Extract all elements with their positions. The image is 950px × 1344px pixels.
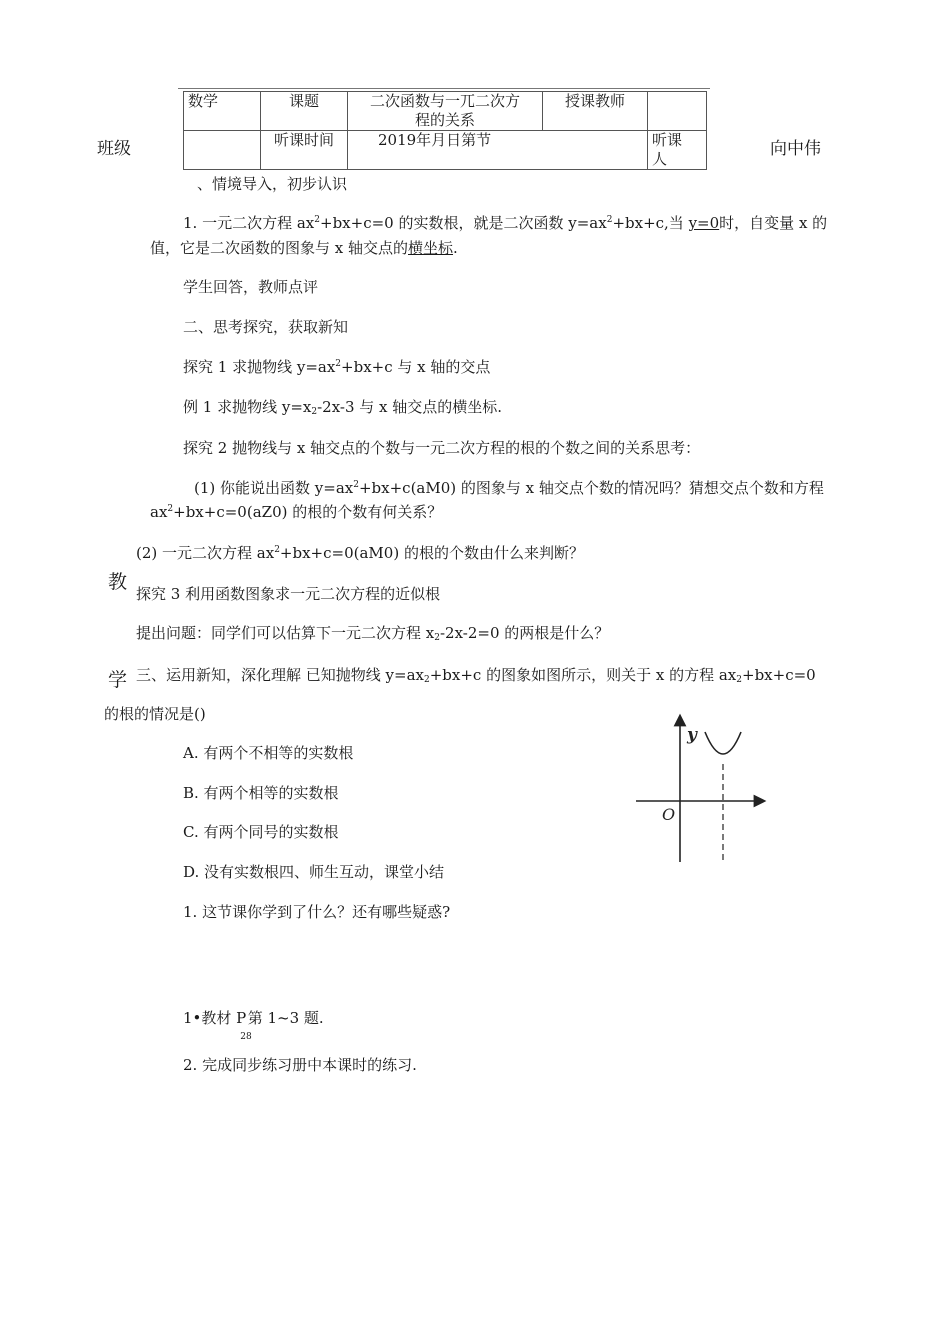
- section-2-title: 二、思考探究，获取新知: [183, 318, 349, 336]
- time-label-cell: [261, 131, 348, 170]
- origin-label: O: [662, 805, 676, 824]
- listener-line-1: 听课: [652, 131, 683, 149]
- header-top-rule: [178, 88, 710, 89]
- topic-cell: [348, 92, 543, 131]
- question-1-line-2: $ax^2+bx+c=0(aZ0)$ 的根的个数有何关系？: [150, 503, 443, 521]
- summary-1: 1. 这节课你学到了什么？还有哪些疑惑?: [183, 903, 451, 921]
- option-a: A. 有两个不相等的实数根: [183, 744, 354, 762]
- topic-label-text: 课题: [288, 92, 319, 110]
- section-1-title: 、情境导入，初步认识: [197, 175, 348, 193]
- time-value-cell: [348, 131, 648, 170]
- lesson-info-table: [183, 91, 707, 170]
- homework-1: 1•教材 $P_{28}$第 1~3 题.: [183, 1009, 324, 1042]
- teacher-label-text: 授课教师: [564, 92, 625, 110]
- explore-2: 探究 2 抛物线与 x 轴交点的个数与一元二次方程的根的个数之间的关系思考：: [183, 439, 701, 457]
- class-label: 班级: [97, 139, 131, 159]
- parabola-figure: [630, 712, 770, 868]
- time-label-text: 听课时间: [273, 131, 334, 149]
- y-axis-label: y: [687, 725, 697, 745]
- topic-label-cell: [261, 92, 348, 131]
- homework-2: 2. 完成同步练习册中本课时的练习.: [183, 1056, 417, 1074]
- option-d: D. 没有实数根四、师生互动，课堂小结: [183, 863, 445, 881]
- subject-text: 数学: [188, 92, 219, 110]
- paragraph-1-line-2: 值，它是二次函数的图象与 x 轴交点的横坐标.: [150, 239, 458, 257]
- empty-cell-1: [648, 92, 707, 131]
- question-1-line-1: (1) 你能说出函数 $y=ax^2+bx+c(aM0)$ 的图象与 x 轴交点个数的情况吗？猜想交点个数和方程: [194, 479, 824, 497]
- example-1: 例 1 求抛物线 $y=x_2-2x-3$ 与 x 轴交点的横坐标.: [183, 398, 503, 417]
- parabola-curve: [705, 732, 741, 754]
- question-2: (2) 一元二次方程 $ax^2+bx+c=0(aM0)$ 的根的个数由什么来判断？: [136, 544, 584, 562]
- explore-3: 探究 3 利用函数图象求一元二次方程的近似根: [136, 585, 441, 603]
- side-label-xue: 学: [108, 669, 128, 691]
- option-b: B. 有两个相等的实数根: [183, 784, 339, 802]
- section-3-line: 三、运用新知，深化理解 已知抛物线 $y=ax_2+bx+c$ 的图象如图所示，则关于 x 的方程 $ax_2+bx+c=0$: [136, 666, 816, 685]
- time-value-text: 2019年月日第节: [378, 131, 492, 149]
- explore-1: 探究 1 求抛物线 $y=ax^2+bx+c$ 与 x 轴的交点: [183, 358, 491, 376]
- listener-cell: [648, 131, 707, 170]
- option-c: C. 有两个同号的实数根: [183, 823, 339, 841]
- paragraph-2: 学生回答，教师点评: [183, 278, 319, 296]
- empty-cell-2: [184, 131, 261, 170]
- subject-cell: [184, 92, 261, 131]
- teacher-name: 向中伟: [770, 139, 821, 159]
- ask-question: 提出问题：同学们可以估算下一元二次方程 $x_2-2x-2=0$ 的两根是什么？: [136, 624, 610, 643]
- section-3-continuation: 的根的情况是(): [104, 705, 206, 723]
- topic-line-1: 二次函数与一兀二次方: [369, 92, 520, 110]
- teacher-label-cell: [543, 92, 648, 131]
- topic-line-2: 程的关系: [414, 111, 475, 129]
- listener-line-2: 人: [652, 150, 668, 168]
- paragraph-1-line-1: 1. 一元二次方程 $ax^2+bx+c=0$ 的实数根，就是二次函数 $y=ax^2+bx+c$,当 y=0时，自变量 x 的: [183, 214, 828, 232]
- side-label-jiao: 教: [108, 571, 128, 593]
